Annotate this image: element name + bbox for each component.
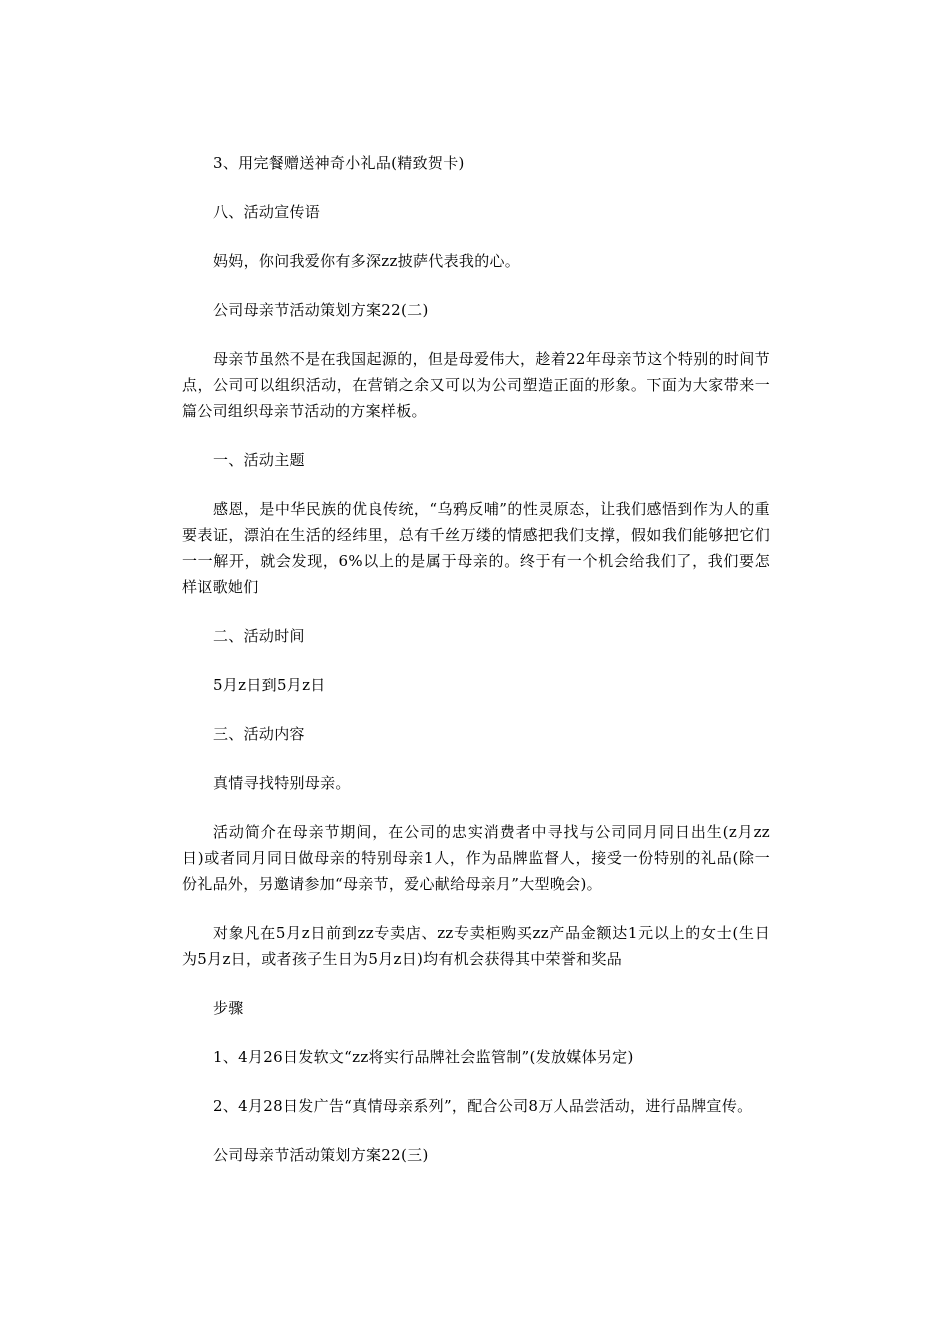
section-heading-theme: 一、活动主题 [213,451,305,469]
document-body [182,150,770,1168]
plan-title-2: 公司母亲节活动策划方案22(二) [213,301,429,319]
intro-paragraph: 母亲节虽然不是在我国起源的，但是母爱伟大，趁着22年母亲节这个特别的时间节点，公司可以组织活动，在营销之余又可以为公司塑造正面的形象。下面为大家带来一篇公司组织母亲节活动的方案样板。 [182,350,770,420]
section-heading-content: 三、活动内容 [213,725,305,743]
content-subtitle: 真情寻找特别母亲。 [213,774,351,792]
activity-summary-paragraph: 活动简介在母亲节期间，在公司的忠实消费者中寻找与公司同月同日出生(z月zz日)或者同月同日做母亲的特别母亲1人，作为品牌监督人，接受一份特别的礼品(除一份礼品外，另邀请参加“母亲节，爱心献给母亲月”大型晚会)。 [182,823,770,893]
time-text: 5月z日到5月z日 [213,676,326,694]
step-1: 1、4月26日发软文“zz将实行品牌社会监管制”(发放媒体另定) [213,1048,634,1066]
steps-heading: 步骤 [213,999,244,1017]
step-2: 2、4月28日发广告“真情母亲系列”，配合公司8万人品尝活动，进行品牌宣传。 [213,1097,753,1115]
target-paragraph: 对象凡在5月z日前到zz专卖店、zz专卖柜购买zz产品金额达1元以上的女士(生日为5月z日，或者孩子生日为5月z日)均有机会获得其中荣誉和奖品 [182,924,770,968]
plan-title-3: 公司母亲节活动策划方案22(三) [213,1146,429,1164]
slogan-text: 妈妈，你问我爱你有多深zz披萨代表我的心。 [213,252,521,270]
theme-paragraph: 感恩，是中华民族的优良传统，“乌鸦反哺”的性灵原态，让我们感悟到作为人的重要表证，漂泊在生活的经纬里，总有千丝万缕的情感把我们支撑，假如我们能够把它们一一解开，就会发现，6%以上的是属于母亲的。终于有一个机会给我们了，我们要怎样讴歌她们 [182,500,770,596]
section-heading-slogan: 八、活动宣传语 [213,203,321,221]
list-item-gift: 3、用完餐赠送神奇小礼品(精致贺卡) [213,154,465,172]
section-heading-time: 二、活动时间 [213,627,305,645]
